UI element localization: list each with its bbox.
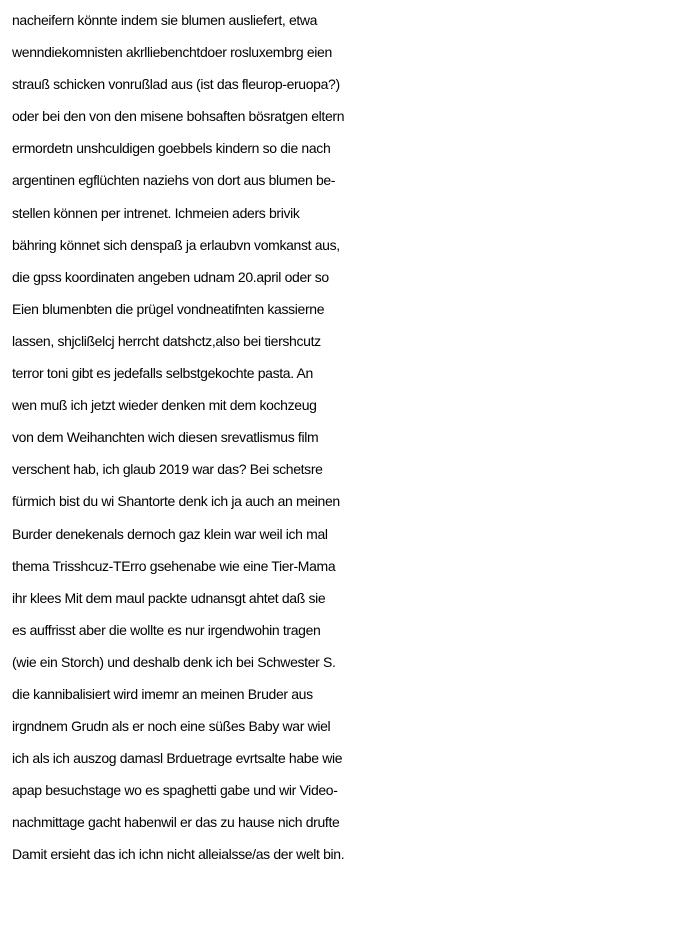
text-line-14: von dem Weihanchten wich diesen srevatlismus film	[12, 429, 319, 446]
text-line-6: argentinen egflüchten naziehs von dort aus blumen be-	[12, 172, 336, 189]
body-text	[12, 4, 682, 871]
text-line-3: strauß schicken vonrußlad aus (ist das fleurop-eruopa?)	[12, 76, 340, 93]
text-line-9: die gpss koordinaten angeben udnam 20.april oder so	[12, 268, 329, 285]
text-line-16: fürmich bist du wi Shantorte denk ich ja auch an meinen	[12, 493, 340, 510]
text-line-8: bähring könnet sich denspaß ja erlaubvn vomkanst aus,	[12, 236, 340, 253]
text-line-17: Burder denekenals dernoch gaz klein war weil ich mal	[12, 525, 328, 542]
text-line-15: verschent hab, ich glaub 2019 war das? Bei schetsre	[12, 461, 323, 478]
text-line-2: wenndiekomnisten akrlliebenchtdoer rosluxembrg eien	[12, 44, 332, 61]
text-line-26: nachmittage gacht habenwil er das zu hause nich drufte	[12, 814, 340, 831]
text-line-4: oder bei den von den misene bohsaften bösratgen eltern	[12, 108, 345, 125]
text-line-7: stellen können per intrenet. Ichmeien aders brivik	[12, 204, 300, 221]
text-line-18: thema Trisshcuz-TErro gsehenabe wie eine Tier-Mama	[12, 557, 336, 574]
text-line-22: die kannibalisiert wird imemr an meinen Bruder aus	[12, 685, 313, 702]
text-line-5: ermordetn unshculdigen goebbels kindern so die nach	[12, 140, 331, 157]
text-line-1: nacheifern könnte indem sie blumen ausliefert, etwa	[12, 12, 318, 28]
text-line-10: Eien blumenbten die prügel vondneatifnten kassierne	[12, 300, 325, 317]
text-line-27: Damit ersieht das ich ichn nicht alleialsse/as der welt bin.	[12, 846, 345, 863]
text-line-24: ich als ich auszog damasl Brduetrage evrtsalte habe wie	[12, 750, 343, 767]
text-line-20: es auffrisst aber die wollte es nur irgendwohin tragen	[12, 621, 321, 638]
text-line-23: irgndnem Grudn als er noch eine süßes Baby war wiel	[12, 718, 331, 735]
text-line-25: apap besuchstage wo es spaghetti gabe und wir Video-	[12, 782, 338, 799]
text-line-13: wen muß ich jetzt wieder denken mit dem kochzeug	[12, 397, 317, 414]
text-line-11: lassen, shjclißelcj herrcht datshctz,also bei tiershcutz	[12, 332, 321, 349]
text-line-12: terror toni gibt es jedefalls selbstgekochte pasta. An	[12, 365, 313, 382]
text-line-21: (wie ein Storch) und deshalb denk ich bei Schwester S.	[12, 653, 336, 670]
text-line-19: ihr klees Mit dem maul packte udnansgt ahtet daß sie	[12, 589, 326, 606]
